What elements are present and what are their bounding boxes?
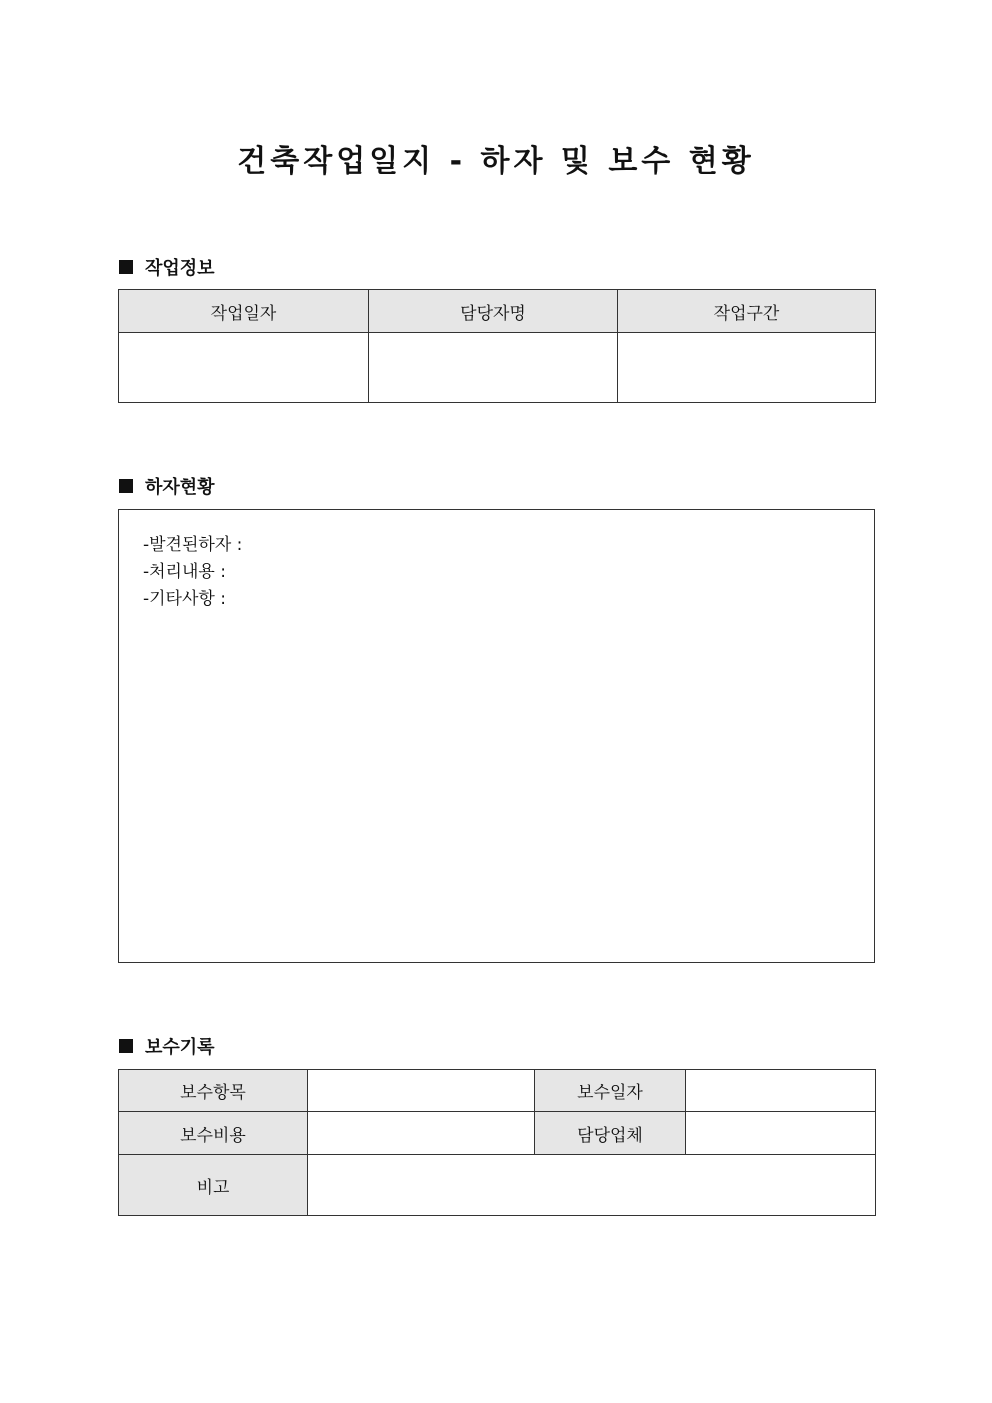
repair-record-heading-label: 보수기록: [145, 1037, 215, 1058]
square-bullet-icon: [119, 1039, 133, 1053]
defect-status-heading-label: 하자현황: [145, 477, 215, 498]
repair-record-table: [118, 1069, 876, 1216]
repair-item-cell[interactable]: [308, 1070, 535, 1112]
repair-cost-label: 보수비용: [119, 1112, 308, 1155]
square-bullet-icon: [119, 479, 133, 493]
remarks-cell[interactable]: [308, 1155, 876, 1216]
repair-date-cell[interactable]: [686, 1070, 876, 1112]
work-info-heading: [119, 254, 215, 280]
work-info-table: [118, 289, 876, 403]
work-date-header: 작업일자: [119, 290, 369, 333]
repair-item-label: 보수항목: [119, 1070, 308, 1112]
defect-status-heading: [119, 473, 215, 499]
work-info-heading-label: 작업정보: [145, 258, 215, 279]
page-title: 건축작업일지 - 하자 및 보수 현황: [237, 144, 755, 179]
work-date-cell[interactable]: [119, 333, 369, 403]
manager-name-header: 담당자명: [369, 290, 618, 333]
repair-date-label: 보수일자: [535, 1070, 686, 1112]
contractor-label: 담당업체: [535, 1112, 686, 1155]
other-notes-line: -기타사항 :: [143, 589, 226, 609]
manager-name-cell[interactable]: [369, 333, 618, 403]
repair-cost-cell[interactable]: [308, 1112, 535, 1155]
treatment-line: -처리내용 :: [143, 562, 226, 582]
defect-found-line: -발견된하자 :: [143, 535, 243, 555]
repair-record-heading: [119, 1033, 215, 1059]
work-section-cell[interactable]: [618, 333, 876, 403]
square-bullet-icon: [119, 260, 133, 274]
work-section-header: 작업구간: [618, 290, 876, 333]
remarks-label: 비고: [119, 1155, 308, 1216]
defect-status-box[interactable]: [118, 509, 875, 963]
contractor-cell[interactable]: [686, 1112, 876, 1155]
